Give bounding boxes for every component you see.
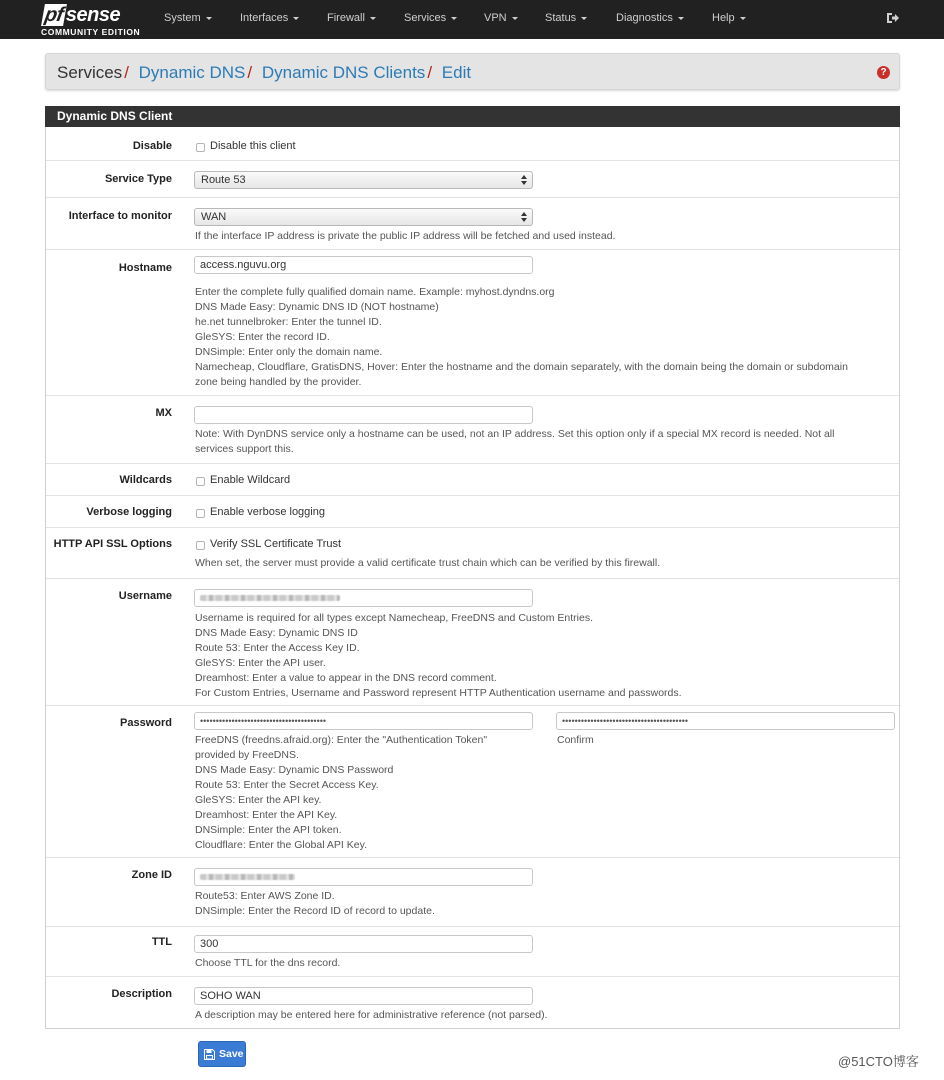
- mx-label: MX: [155, 407, 172, 419]
- password-label: Password: [120, 717, 172, 729]
- interface-help-text: If the interface IP address is private the public IP address will be fetched and used instead.: [195, 230, 616, 242]
- top-navbar: [0, 0, 944, 39]
- form-row-wildcards: [46, 464, 899, 496]
- interface-select[interactable]: WAN: [194, 208, 533, 226]
- form-row-service-type: [46, 161, 899, 198]
- breadcrumb-separator: /: [124, 63, 129, 82]
- disable-checkbox[interactable]: [196, 143, 205, 152]
- password-help-text: FreeDNS (freedns.afraid.org): Enter the "Authentication Token" provided by FreeDNS. DNS Made Easy: Dynamic DNS Password Route 53: Enter the Secret Access Key. GleSYS: Enter the API key. Dreamhost: Enter the API Key. DNSimple: Enter the API token. Cloudflare: Enter the Global API Key.: [195, 734, 488, 851]
- form-row-mx: [46, 396, 899, 464]
- save-button[interactable]: [198, 1041, 246, 1067]
- pfsense-logo[interactable]: [41, 4, 151, 36]
- nav-menu-services[interactable]: Services: [404, 12, 457, 24]
- logo-pf-text: pf: [43, 4, 65, 26]
- form-row-password: [46, 706, 899, 858]
- username-input[interactable]: [194, 589, 533, 607]
- help-question-icon[interactable]: ?: [877, 66, 890, 79]
- form-row-zone-id: [46, 858, 899, 927]
- ssl-help-text: When set, the server must provide a valid certificate trust chain which can be verified by this firewall.: [195, 557, 661, 569]
- hostname-help-text: Enter the complete fully qualified domain name. Example: myhost.dyndns.org DNS Made Easy: Dynamic DNS ID (NOT hostname) he.net tunnelbroker: Enter the tunnel ID. GleSYS: Enter the record ID. DNSimple: Enter only the domain name. Namecheap, Cloudflare, GratisDNS, Hover: Enter the hostname and the domain separately, with the domain being the domain or subdomain zone being handled by the provider.: [195, 286, 848, 388]
- caret-down-icon: [512, 17, 518, 20]
- caret-down-icon: [206, 17, 212, 20]
- caret-down-icon: [370, 17, 376, 20]
- nav-menu-status[interactable]: Status: [545, 12, 587, 24]
- form-row-ssl-options: [46, 528, 899, 579]
- wildcard-checkbox-label[interactable]: Enable Wildcard: [210, 474, 291, 486]
- password-confirm-input[interactable]: ••••••••••••••••••••••••••••••••••••••••: [556, 712, 895, 730]
- ttl-help-text: Choose TTL for the dns record.: [195, 957, 341, 969]
- breadcrumb-dynamic-dns-clients[interactable]: Dynamic DNS Clients: [261, 63, 426, 82]
- redacted-zone-id: [200, 874, 295, 880]
- breadcrumb-separator: /: [427, 63, 433, 82]
- password-input[interactable]: ••••••••••••••••••••••••••••••••••••••••: [194, 712, 533, 730]
- ssl-options-label: HTTP API SSL Options: [53, 538, 172, 550]
- username-help-text: Username is required for all types except Namecheap, FreeDNS and Custom Entries. DNS Made Easy: Dynamic DNS ID Route 53: Enter the Access Key ID. GleSYS: Enter the API user. Dreamhost: Enter a value to appear in the DNS record comment. For Custom Entries, Username and Password represent HTTP Authentication username and passwords.: [195, 612, 682, 699]
- username-label: Username: [118, 590, 172, 602]
- description-help-text: A description may be entered here for administrative reference (not parsed).: [195, 1009, 548, 1021]
- floppy-disk-icon: [204, 1049, 215, 1060]
- caret-down-icon: [740, 17, 746, 20]
- mx-help-text: Note: With DynDNS service only a hostname can be used, not an IP address. Set this option only if a special MX record is needed. Not all services support this.: [195, 428, 835, 455]
- wildcards-label: Wildcards: [119, 474, 172, 486]
- select-arrows-icon: [521, 174, 527, 186]
- panel-title: Dynamic DNS Client: [45, 106, 900, 127]
- caret-down-icon: [678, 17, 684, 20]
- logo-edition-text: COMMUNITY EDITION: [41, 27, 141, 37]
- caret-down-icon: [451, 17, 457, 20]
- nav-menu-diagnostics[interactable]: Diagnostics: [616, 12, 684, 24]
- dynamic-dns-client-panel: [45, 106, 900, 1029]
- ttl-input[interactable]: 300: [194, 935, 533, 953]
- wildcard-checkbox[interactable]: [196, 477, 205, 486]
- mx-input[interactable]: [194, 406, 533, 424]
- form-row-interface: [46, 198, 899, 250]
- verbose-logging-checkbox-label[interactable]: Enable verbose logging: [210, 506, 325, 518]
- caret-down-icon: [293, 17, 299, 20]
- breadcrumb-edit[interactable]: Edit: [441, 63, 472, 82]
- caret-down-icon: [581, 17, 587, 20]
- form-row-description: [46, 977, 899, 1029]
- breadcrumb-dynamic-dns[interactable]: Dynamic DNS: [138, 63, 246, 82]
- nav-menu-system[interactable]: System: [164, 12, 212, 24]
- hostname-label: Hostname: [118, 262, 172, 274]
- disable-label: Disable: [132, 140, 172, 152]
- breadcrumb-separator: /: [247, 63, 253, 82]
- description-label: Description: [111, 988, 172, 1000]
- nav-menu-interfaces[interactable]: Interfaces: [240, 12, 299, 24]
- description-input[interactable]: SOHO WAN: [194, 987, 533, 1005]
- verbose-logging-label: Verbose logging: [86, 506, 172, 518]
- form-row-verbose-logging: [46, 496, 899, 528]
- breadcrumb: [45, 53, 900, 90]
- ssl-verify-checkbox-label[interactable]: Verify SSL Certificate Trust: [210, 538, 342, 550]
- verbose-logging-checkbox[interactable]: [196, 509, 205, 518]
- hostname-input[interactable]: access.nguvu.org: [194, 256, 533, 274]
- save-button-label: Save: [219, 1048, 244, 1060]
- redacted-username: [200, 595, 340, 601]
- confirm-label: Confirm: [557, 734, 594, 746]
- form-row-hostname: [46, 250, 899, 396]
- breadcrumb-services: Services: [57, 63, 123, 82]
- interface-label: Interface to monitor: [68, 210, 172, 222]
- ttl-label: TTL: [151, 936, 172, 948]
- form-row-disable: [46, 128, 899, 161]
- form-row-username: [46, 579, 899, 706]
- nav-menu-firewall[interactable]: Firewall: [327, 12, 376, 24]
- select-arrows-icon: [521, 211, 527, 223]
- logo-sense-text: sense: [65, 4, 121, 26]
- zone-id-input[interactable]: [194, 868, 533, 886]
- zone-id-label: Zone ID: [131, 869, 172, 881]
- nav-menu-help[interactable]: Help: [712, 12, 746, 24]
- zone-id-help-text: Route53: Enter AWS Zone ID. DNSimple: Enter the Record ID of record to update.: [195, 890, 435, 917]
- disable-checkbox-label[interactable]: Disable this client: [210, 140, 296, 152]
- form-row-ttl: [46, 927, 899, 977]
- nav-menu-vpn[interactable]: VPN: [484, 12, 518, 24]
- service-type-select[interactable]: Route 53: [194, 171, 533, 189]
- service-type-label: Service Type: [104, 173, 172, 185]
- ssl-verify-checkbox[interactable]: [196, 541, 205, 550]
- watermark-text: @51CTO博客: [838, 1054, 919, 1069]
- logout-icon[interactable]: [886, 12, 900, 24]
